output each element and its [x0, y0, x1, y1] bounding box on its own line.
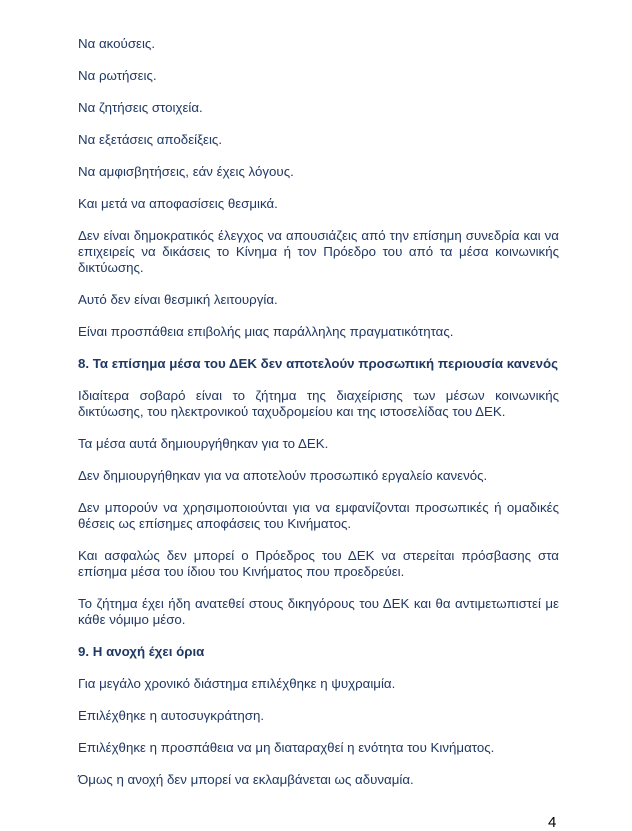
paragraph: Δεν δημιουργήθηκαν για να αποτελούν προσωπικό εργαλείο κανενός.	[78, 468, 488, 483]
paragraph: Και ασφαλώς δεν μπορεί ο Πρόεδρος του ΔΕΚ να στερείται πρόσβασης στα επίσημα μέσα του ίδιου του Κινήματος που προεδρεύει.	[78, 548, 559, 579]
section-heading: 8. Τα επίσημα μέσα του ΔΕΚ δεν αποτελούν προσωπική περιουσία κανενός	[78, 356, 559, 371]
paragraph: Για μεγάλο χρονικό διάστημα επιλέχθηκε η ψυχραιμία.	[78, 676, 396, 691]
paragraph: Να ζητήσεις στοιχεία.	[78, 100, 203, 115]
paragraph: Να εξετάσεις αποδείξεις.	[78, 132, 223, 147]
paragraph: Τα μέσα αυτά δημιουργήθηκαν για το ΔΕΚ.	[78, 436, 329, 451]
section-heading: 9. Η ανοχή έχει όρια	[78, 644, 205, 659]
paragraph: Επιλέχθηκε η αυτοσυγκράτηση.	[78, 708, 265, 723]
paragraph: Να ακούσεις.	[78, 36, 156, 51]
paragraph: Δεν μπορούν να χρησιμοποιούνται για να εμφανίζονται προσωπικές ή ομαδικές θέσεις ως επίσημες αποφάσεις του Κινήματος.	[78, 500, 559, 531]
paragraph: Αυτό δεν είναι θεσμική λειτουργία.	[78, 292, 278, 307]
paragraph: Να ρωτήσεις.	[78, 68, 157, 83]
paragraph: Όμως η ανοχή δεν μπορεί να εκλαμβάνεται ως αδυναμία.	[78, 772, 414, 787]
paragraph: Δεν είναι δημοκρατικός έλεγχος να απουσιάζεις από την επίσημη συνεδρία και να επιχειρείς να δικάσεις το Κίνημα ή τον Πρόεδρο του από τα μέσα κοινωνικής δικτύωσης.	[78, 228, 559, 275]
paragraph: Ιδιαίτερα σοβαρό είναι το ζήτημα της διαχείρισης των μέσων κοινωνικής δικτύωσης, του ηλεκτρονικού ταχυδρομείου και της ιστοσελίδας του ΔΕΚ.	[78, 388, 559, 419]
paragraph: Είναι προσπάθεια επιβολής μιας παράλληλης πραγματικότητας.	[78, 324, 454, 339]
paragraph: Το ζήτημα έχει ήδη ανατεθεί στους δικηγόρους του ΔΕΚ και θα αντιμετωπιστεί με κάθε νόμιμο μέσο.	[78, 596, 559, 627]
paragraph: Να αμφισβητήσεις, εάν έχεις λόγους.	[78, 164, 294, 179]
paragraph: Και μετά να αποφασίσεις θεσμικά.	[78, 196, 278, 211]
paragraph: Επιλέχθηκε η προσπάθεια να μη διαταραχθεί η ενότητα του Κινήματος.	[78, 740, 495, 755]
document-body	[78, 36, 559, 804]
page-number: 4	[548, 814, 557, 831]
